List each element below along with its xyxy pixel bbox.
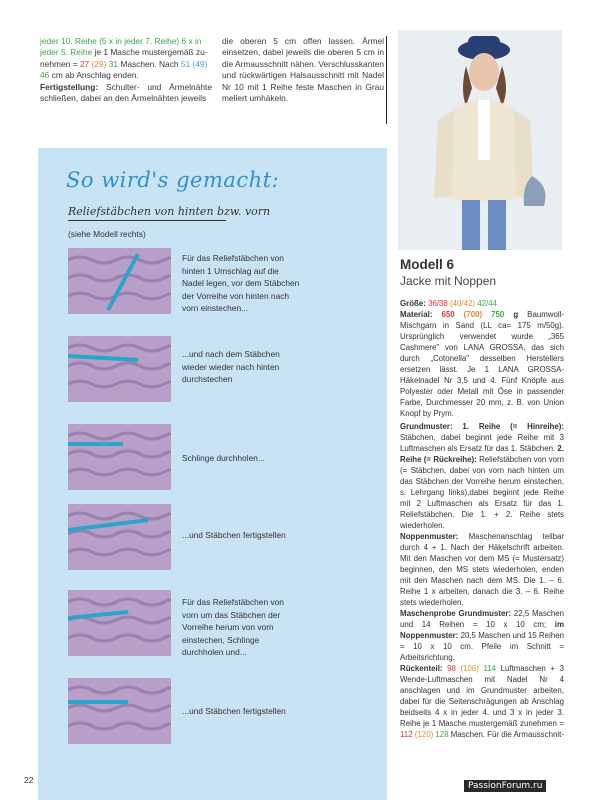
model-title: Modell 6 bbox=[400, 257, 455, 272]
section-label: Größe: bbox=[400, 299, 426, 308]
size-text: 128 bbox=[433, 730, 449, 739]
step-photo-2 bbox=[68, 336, 171, 402]
section-label: Grundmuster: 1. Reihe (= Hinreihe): bbox=[400, 422, 564, 431]
body-text: g bbox=[504, 310, 519, 319]
model-photo bbox=[398, 30, 562, 250]
size-text: (700) bbox=[454, 310, 483, 319]
size-text: jeder 5. Reihe bbox=[40, 47, 93, 58]
size-text: 112 bbox=[400, 730, 413, 739]
size-text: (120) bbox=[412, 730, 434, 739]
size-text: 36/38 bbox=[425, 299, 448, 308]
size-text: 46 bbox=[40, 70, 50, 81]
size-text: 31 bbox=[108, 58, 119, 69]
step-photo-4 bbox=[68, 504, 171, 570]
body-text: je 1 Masche mustergemäß zu- bbox=[92, 47, 208, 58]
body-text: Maschen. Für die Armausschnit- bbox=[448, 730, 564, 739]
size-text: (106) bbox=[455, 664, 479, 673]
size-text: jeder 10. Reihe (5 x in jeder 7. Reihe) 6 x in bbox=[40, 36, 202, 46]
step-text-5: Für das Reliefstäbchen von vorn um das Stäbchen der Vorreihe herum von vorn einstechen, Schlinge durchholen und... bbox=[182, 597, 284, 658]
step-photo-6 bbox=[68, 678, 171, 744]
body-text: Luftmaschen + 3 Wende-Luftmaschen mit Nadel Nr 4 anschlagen und im Grundmuster arbeiten, dabei für die Seitenschrägungen ab Anschlag beidseits 4 x in jeder 4. und 3 x in jeder 3. Reihe je 1 Masche mustergemäß zunehmen = bbox=[400, 664, 564, 728]
section-label: Maschenprobe Grundmuster: bbox=[400, 609, 512, 618]
size-text: 750 bbox=[482, 310, 505, 319]
size-text: (40/42) bbox=[447, 299, 476, 308]
section-label: Material: bbox=[400, 310, 433, 319]
body-text: Stäbchen, dabei beginnt jede Reihe mit 3 Luftmaschen als Ersatz für das 1. Stäbchen. bbox=[400, 433, 564, 453]
body-text: 20,5 Maschen und 15 Reihen = 10 x 10 cm. Pfeile im Schnitt = Arbeitsrichtung. bbox=[400, 631, 564, 662]
step-text-2: ...und nach dem Stäbchen wieder wieder nach hinten durchstechen bbox=[182, 349, 280, 385]
size-text: (49) bbox=[190, 58, 208, 69]
panel-subtitle: Reliefstäbchen von hinten bzw. vorn bbox=[68, 205, 271, 218]
body-text: 22,5 Maschen und 14 Reihen = 10 x 10 cm; bbox=[400, 609, 565, 629]
step-text-1: Für das Reliefstäbchen von hinten 1 Umschlag auf die Nadel legen, vor dem Stäbchen der Vorreihe von hinten nach vorn einstechen... bbox=[182, 253, 300, 314]
step-text-6: ...und Stäbchen fertigstellen bbox=[182, 706, 286, 716]
body-text: Reliefstäbchen von vorn (= Stäbchen, dabei von vorn nach hinten um das Stäbchen der Vorreihe herum einstechen, s. Lehrgang links),dabei beginnt jede Reihe mit 2 Luftmaschen als Ersatz für das 1. Reliefstäbchen. Die 1. + 2. Reihe stets wiederholen. bbox=[400, 455, 564, 530]
body-text: Schulter- und Ärmelnähte schließen, dabei an den Ärmelnähten jeweils bbox=[40, 81, 212, 104]
panel-note: (siehe Modell rechts) bbox=[68, 229, 146, 239]
panel-title: So wird's gemacht: bbox=[66, 168, 280, 192]
step-photo-1 bbox=[68, 248, 171, 314]
subtitle-underline bbox=[68, 220, 226, 221]
size-text: (29) bbox=[89, 58, 109, 69]
section-label: im Noppenmuster: bbox=[400, 620, 564, 640]
top-left-text bbox=[40, 36, 212, 104]
body-text: nehmen = bbox=[40, 58, 80, 69]
step-photo-3 bbox=[68, 424, 171, 490]
top-mid-text: die oberen 5 cm offen lassen. Ärmel einsetzen, dabei jeweils die oberen 5 cm in die Armausschnitt nähen. Verschlusskanten und rückwärtigen Halsausschnitt mit Nadel Nr 10 mit 1 Reihe feste Maschen in Grau meliert umhäkeln. bbox=[222, 36, 385, 104]
section-label: 2. Reihe (= Rückreihe): bbox=[400, 444, 565, 464]
size-text: 650 bbox=[432, 310, 455, 319]
step-text-3: Schlinge durchholen... bbox=[182, 453, 265, 463]
section-label: Fertigstellung: bbox=[40, 81, 99, 92]
step-photo-5 bbox=[68, 590, 171, 656]
size-text: 42/44 bbox=[475, 299, 497, 308]
size-text: 27 bbox=[79, 58, 90, 69]
instructions-text bbox=[400, 298, 564, 740]
section-label: Rückenteil: bbox=[400, 664, 443, 673]
size-text: 98 bbox=[442, 664, 456, 673]
column-rule bbox=[386, 36, 387, 124]
section-label: Noppenmuster: bbox=[400, 532, 459, 541]
body-text: Maschenanschlag teilbar durch 4 + 1. Nach der Häkelschrift arbeiten. Mit den Maschen vor dem MS (= Mustersatz) beginnen, den MS stets wiederholen, enden mit den Maschen nach dem MS. Die 1. – 6. Reihe 1 x arbeiten, danach die 3. – 6. Reihe stets wiederholen. bbox=[400, 532, 564, 607]
body-text: Baumwoll-Mischgarn in Sand (LL ca= 175 m/50g). Ursprünglich verwendet wurde „365 Cashmere" von LANA GROSSA, das sich durch „Cotonella" desselben Herstellers ersetzen lässt. Je 1 LANA GROSSA-Häkelnadel Nr 3,5 und 4. Fünf Knöpfe aus Polyester oder Metall mit Öse in passender Farbe, Durchmesser 20 mm, z. B. von Union Knopf by Prym. bbox=[400, 310, 565, 418]
watermark: PassionForum.ru bbox=[464, 780, 546, 792]
step-text-4: ...und Stäbchen fertigstellen bbox=[182, 530, 286, 540]
model-subtitle: Jacke mit Noppen bbox=[400, 274, 497, 288]
page-number: 22 bbox=[24, 775, 34, 785]
body-text: cm ab Anschlag enden. bbox=[49, 70, 139, 81]
size-text: 51 bbox=[180, 58, 191, 69]
body-text: Maschen. Nach bbox=[118, 58, 181, 69]
size-text: 114 bbox=[478, 664, 497, 673]
